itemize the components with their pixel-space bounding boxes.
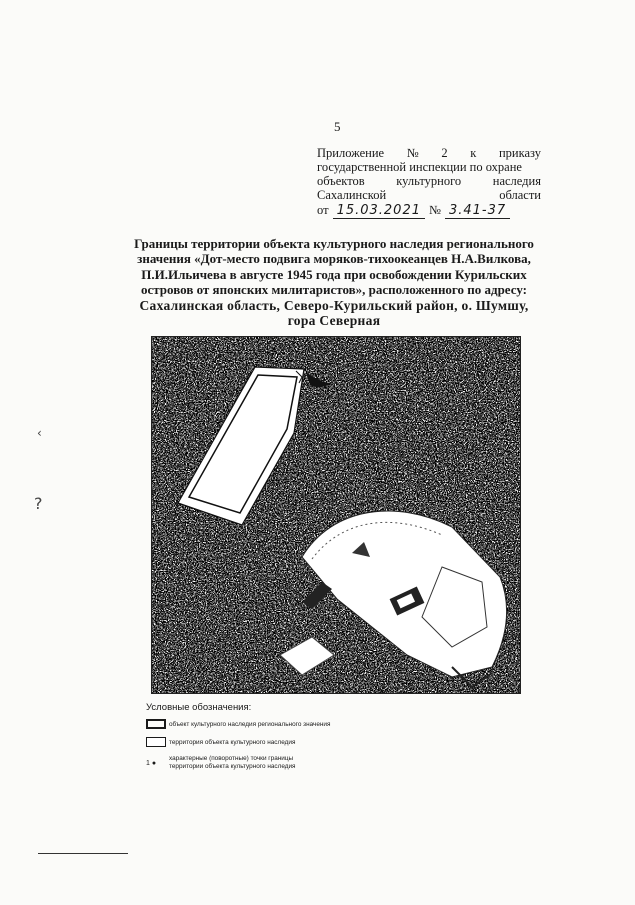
aerial-photo <box>152 337 520 693</box>
appendix-word: 2 <box>441 146 448 160</box>
from-label: от <box>317 203 329 217</box>
legend-label-line: характерные (поворотные) точки границы <box>169 755 294 762</box>
point-symbol-icon: 1 ● <box>146 759 157 767</box>
title-line: значения «Дот-место подвига моряков-тихоокеанцев Н.А.Вилкова, <box>137 251 531 267</box>
legend-item-territory <box>146 737 406 747</box>
title-address: гора Северная <box>287 313 381 329</box>
legend-label: объект культурного наследия регионального значения <box>169 720 331 728</box>
appendix-word: № <box>406 146 419 160</box>
handwritten-number: 3.41-37 <box>445 204 510 219</box>
aerial-map <box>151 336 521 694</box>
legend-label-line: территории объекта культурного наследия <box>169 763 296 770</box>
legend-label: территория объекта культурного наследия <box>169 738 296 746</box>
appendix-word: объектов <box>317 174 365 188</box>
page-number: 5 <box>334 119 341 134</box>
appendix-word: Сахалинской <box>317 188 387 202</box>
number-label: № <box>429 203 441 217</box>
map-legend <box>146 702 406 779</box>
appendix-word: наследия <box>492 174 541 188</box>
scan-mark: ? <box>34 494 43 513</box>
appendix-header <box>317 146 541 219</box>
appendix-word: культурного <box>396 174 462 188</box>
legend-item-object <box>146 719 406 729</box>
appendix-word: Приложение <box>317 146 385 160</box>
appendix-word: области <box>499 188 541 202</box>
title-line: островов от японских милитаристов», расположенного по адресу: <box>140 282 527 298</box>
territory-symbol-icon <box>146 737 166 747</box>
title-line: Границы территории объекта культурного наследия регионального <box>134 236 534 251</box>
handwritten-date: 15.03.2021 <box>333 204 425 219</box>
document-title <box>130 236 538 328</box>
appendix-line-2 <box>317 160 541 174</box>
legend-label <box>169 755 296 771</box>
title-line: П.И.Ильичева в августе 1945 года при освобождении Курильских <box>141 266 527 282</box>
appendix-text: государственной инспекции по охране <box>317 160 522 174</box>
appendix-word: приказу <box>498 146 541 160</box>
appendix-line-4 <box>317 188 541 202</box>
object-symbol-icon <box>146 719 166 729</box>
appendix-date-number-row <box>317 203 541 219</box>
scan-mark: ‹ <box>37 426 42 440</box>
title-address: Сахалинская область, Северо-Курильский район, о. Шумшу, <box>139 297 529 313</box>
legend-title: Условные обозначения: <box>146 702 252 713</box>
appendix-line-1 <box>317 146 541 160</box>
appendix-word: к <box>470 146 477 160</box>
legend-item-points <box>146 755 406 771</box>
footnote-divider <box>38 853 128 854</box>
appendix-line-3 <box>317 174 541 188</box>
